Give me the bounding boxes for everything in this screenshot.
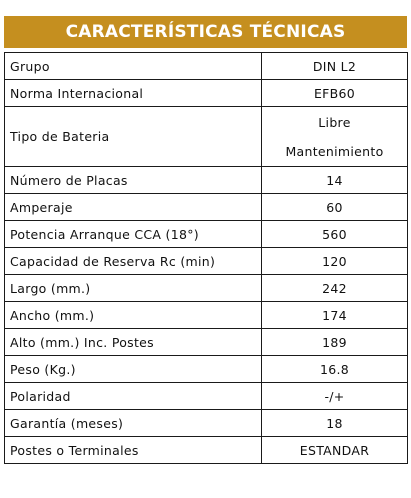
spec-value: 16.8: [262, 356, 408, 383]
table-row: [5, 194, 408, 221]
spec-label: Peso (Kg.): [5, 356, 262, 383]
specs-title-banner: [4, 16, 407, 48]
table-row: [5, 80, 408, 107]
spec-label: Grupo: [5, 53, 262, 80]
spec-value: [262, 107, 408, 167]
spec-label: Número de Placas: [5, 167, 262, 194]
spec-value: DIN L2: [262, 53, 408, 80]
spec-value-line-1: Libre: [318, 114, 351, 130]
spec-value: 18: [262, 410, 408, 437]
spec-value: 60: [262, 194, 408, 221]
table-row: [5, 329, 408, 356]
table-row: [5, 383, 408, 410]
spec-label: Amperaje: [5, 194, 262, 221]
table-row: [5, 356, 408, 383]
spec-label: Tipo de Bateria: [5, 107, 262, 167]
spec-value: ESTANDAR: [262, 437, 408, 464]
spec-value: 242: [262, 275, 408, 302]
spec-label: Garantía (meses): [5, 410, 262, 437]
table-row: [5, 410, 408, 437]
spec-label: Ancho (mm.): [5, 302, 262, 329]
spec-label: Postes o Terminales: [5, 437, 262, 464]
spec-label: Polaridad: [5, 383, 262, 410]
table-row: [5, 53, 408, 80]
spec-label: Potencia Arranque CCA (18°): [5, 221, 262, 248]
spec-value: -/+: [262, 383, 408, 410]
spec-label: Norma Internacional: [5, 80, 262, 107]
spec-value: 560: [262, 221, 408, 248]
specs-title: CARACTERÍSTICAS TÉCNICAS: [65, 22, 346, 42]
table-row: [5, 167, 408, 194]
spec-value: 189: [262, 329, 408, 356]
table-row: [5, 275, 408, 302]
table-row: [5, 302, 408, 329]
table-row: [5, 107, 408, 167]
specs-table: [4, 52, 408, 464]
table-row: [5, 221, 408, 248]
spec-label: Alto (mm.) Inc. Postes: [5, 329, 262, 356]
spec-value: EFB60: [262, 80, 408, 107]
spec-label: Capacidad de Reserva Rc (min): [5, 248, 262, 275]
spec-value: 14: [262, 167, 408, 194]
spec-value-line-2: Mantenimiento: [285, 143, 384, 159]
spec-label: Largo (mm.): [5, 275, 262, 302]
spec-value: 174: [262, 302, 408, 329]
spec-value: 120: [262, 248, 408, 275]
table-row: [5, 248, 408, 275]
table-row: [5, 437, 408, 464]
